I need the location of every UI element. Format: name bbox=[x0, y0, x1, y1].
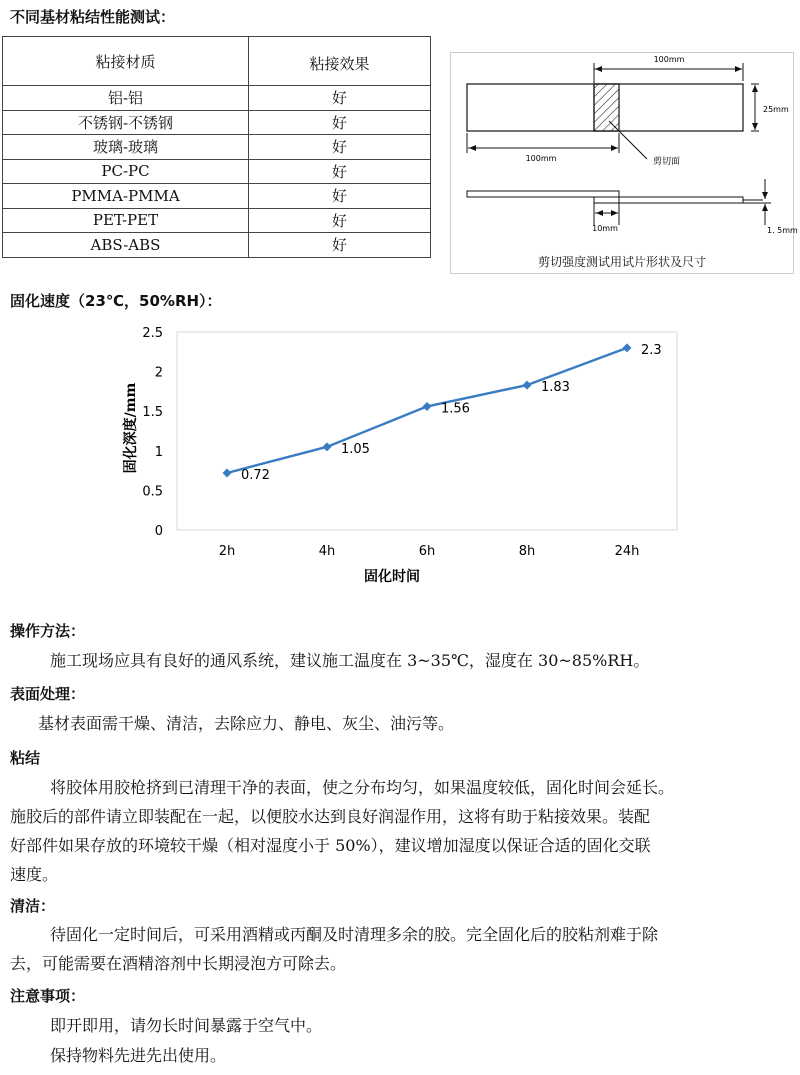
effect-cell: 好 bbox=[249, 86, 431, 111]
clean-line: 去，可能需要在酒精溶剂中长期浸泡方可除去。 bbox=[10, 954, 347, 973]
y-tick-label: 1.5 bbox=[142, 405, 163, 421]
material-cell: PC-PC bbox=[3, 159, 249, 184]
adhesion-table bbox=[2, 36, 431, 258]
note-item: 保持物料先进先出使用。 bbox=[50, 1046, 227, 1065]
dim-bottom-label: 100mm bbox=[525, 154, 557, 163]
dim-thickness-label: 1. 5mm bbox=[767, 226, 798, 235]
bond-title: 粘结 bbox=[10, 749, 41, 767]
x-tick-label: 4h bbox=[318, 544, 336, 559]
plot-area bbox=[177, 332, 677, 530]
specimen-diagram bbox=[451, 53, 798, 273]
table-row bbox=[3, 233, 431, 258]
table-row bbox=[3, 86, 431, 111]
side-plate-left bbox=[467, 191, 619, 197]
y-tick-label: 0 bbox=[154, 524, 163, 539]
operation-text: 施工现场应具有良好的通风系统，建议施工温度在 3~35℃，湿度在 30~85%RH。 bbox=[50, 651, 650, 670]
material-cell: 玻璃-玻璃 bbox=[3, 135, 249, 160]
header-effect: 粘接效果 bbox=[249, 37, 431, 86]
shear-label: 剪切面 bbox=[653, 157, 681, 167]
bond-line: 将胶体用胶枪挤到已清理干净的表面，使之分布均匀，如果温度较低，固化时间会延长。 bbox=[50, 778, 675, 797]
table-row bbox=[3, 184, 431, 209]
adhesion-title: 不同基材粘结性能测试： bbox=[10, 8, 176, 26]
operation-title: 操作方法： bbox=[10, 622, 86, 640]
surface-title: 表面处理： bbox=[10, 685, 86, 703]
material-cell: PMMA-PMMA bbox=[3, 184, 249, 209]
dim-overlap-label: 10mm bbox=[592, 224, 618, 233]
data-label: 1.56 bbox=[441, 401, 470, 417]
bond-line: 好部件如果存放的环境较干燥（相对湿度小于 50%），建议增加湿度以保证合适的固化交联 bbox=[10, 836, 651, 855]
table-row bbox=[3, 110, 431, 135]
side-plate-right bbox=[594, 197, 743, 203]
table-row bbox=[3, 208, 431, 233]
cure-chart bbox=[100, 318, 700, 593]
effect-cell: 好 bbox=[249, 135, 431, 160]
effect-cell: 好 bbox=[249, 159, 431, 184]
bond-line: 速度。 bbox=[10, 865, 59, 884]
effect-cell: 好 bbox=[249, 233, 431, 258]
clean-title: 清洁： bbox=[10, 897, 56, 915]
x-tick-label: 2h bbox=[218, 544, 236, 559]
material-cell: 不锈钢-不锈钢 bbox=[3, 110, 249, 135]
data-label: 0.72 bbox=[241, 467, 270, 483]
shear-area bbox=[594, 84, 619, 131]
data-label: 1.05 bbox=[341, 441, 370, 457]
notes-title: 注意事项： bbox=[10, 987, 86, 1005]
data-label: 1.83 bbox=[541, 380, 570, 396]
y-tick-label: 2 bbox=[154, 365, 163, 381]
clean-line: 待固化一定时间后，可采用酒精或丙酮及时清理多余的胶。完全固化后的胶粘剂难于除 bbox=[50, 925, 659, 944]
specimen-caption: 剪切强度测试用试片形状及尺寸 bbox=[537, 255, 707, 269]
effect-cell: 好 bbox=[249, 208, 431, 233]
effect-cell: 好 bbox=[249, 110, 431, 135]
table-header-row bbox=[3, 37, 431, 86]
header-material: 粘接材质 bbox=[3, 37, 249, 86]
dim-top-label: 100mm bbox=[653, 55, 685, 64]
data-label: 2.3 bbox=[641, 342, 662, 358]
specimen-figure bbox=[450, 52, 798, 274]
bond-line: 施胶后的部件请立即装配在一起，以便胶水达到良好润湿作用，这将有助于粘接效果。装配 bbox=[10, 807, 651, 826]
note-item: 即开即用，请勿长时间暴露于空气中。 bbox=[50, 1016, 323, 1035]
y-tick-label: 2.5 bbox=[142, 326, 163, 341]
table-row bbox=[3, 159, 431, 184]
material-cell: 铝-铝 bbox=[3, 86, 249, 111]
y-axis-title: 固化深度/mm bbox=[123, 382, 139, 474]
x-tick-label: 8h bbox=[518, 544, 536, 559]
dim-height-label: 25mm bbox=[763, 105, 789, 114]
effect-cell: 好 bbox=[249, 184, 431, 209]
y-tick-label: 0.5 bbox=[142, 484, 163, 500]
x-tick-label: 24h bbox=[614, 544, 640, 559]
x-tick-label: 6h bbox=[418, 544, 436, 559]
material-cell: PET-PET bbox=[3, 208, 249, 233]
surface-text: 基材表面需干燥、清洁，去除应力、静电、灰尘、油污等。 bbox=[38, 714, 455, 733]
table-row bbox=[3, 135, 431, 160]
material-cell: ABS-ABS bbox=[3, 233, 249, 258]
cure-title: 固化速度（23℃，50%RH）： bbox=[10, 292, 222, 310]
x-axis-title: 固化时间 bbox=[364, 569, 420, 585]
y-tick-label: 1 bbox=[154, 444, 163, 460]
